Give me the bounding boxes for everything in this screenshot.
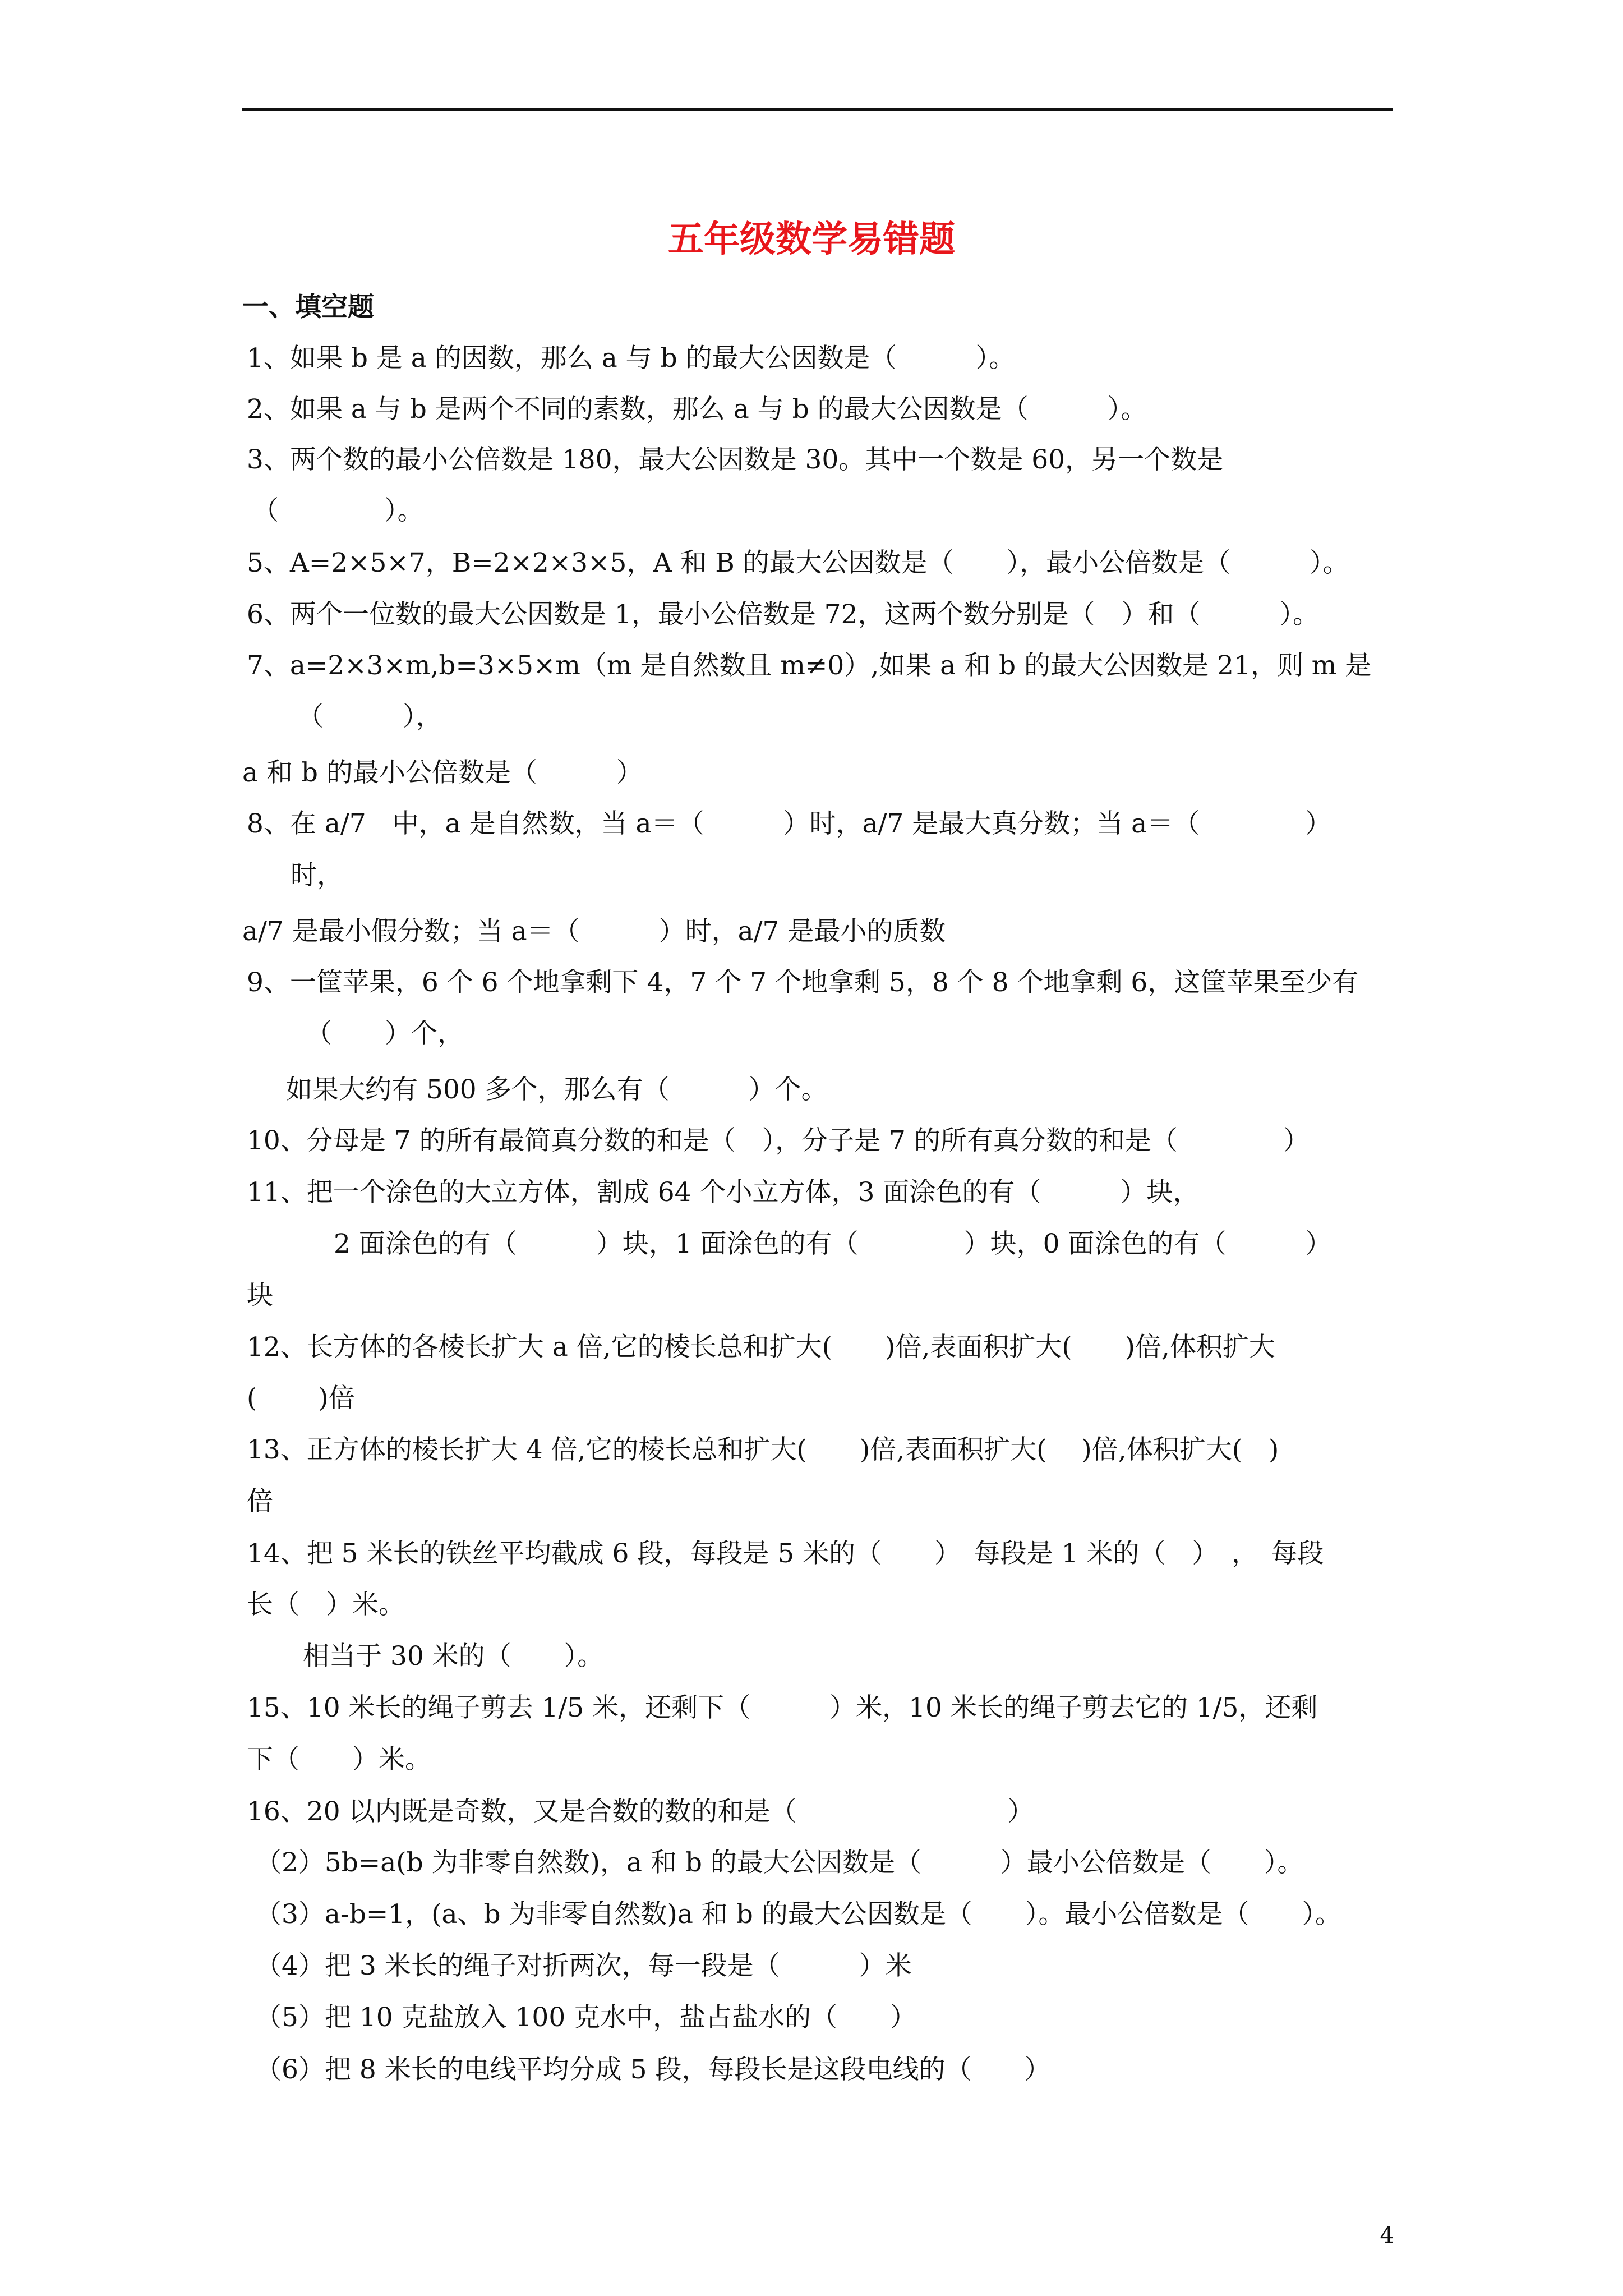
question-line: 5、A=2×5×7，B=2×2×3×5，A 和 B 的最大公因数是（ ），最小公倍数是（ ）。: [247, 547, 1349, 578]
question-line: 长（ ）米。: [247, 1589, 405, 1620]
question-line: 7、a=2×3×m,b=3×5×m（m 是自然数且 m≠0）,如果 a 和 b 的最大公因数是 21，则 m 是: [247, 650, 1372, 681]
question-line: （ ），: [297, 701, 442, 732]
question-line: a/7 是最小假分数；当 a＝（ ）时，a/7 是最小的质数: [242, 916, 946, 947]
question-line: 15、10 米长的绳子剪去 1/5 米，还剩下（ ）米，10 米长的绳子剪去它的 1/5，还剩: [247, 1692, 1318, 1723]
question-line: 10、分母是 7 的所有最简真分数的和是（ ），分子是 7 的所有真分数的和是（ ）: [247, 1125, 1310, 1156]
section-heading: 一、填空题: [242, 292, 374, 323]
question-line: （ ）个，: [306, 1018, 464, 1049]
question-line: 13、正方体的棱长扩大 4 倍,它的棱长总和扩大( )倍,表面积扩大( )倍,体积扩大( ): [247, 1434, 1279, 1465]
page-number: 4: [1380, 2223, 1394, 2248]
question-line: 2 面涂色的有（ ）块，1 面涂色的有（ ）块，0 面涂色的有（ ）: [334, 1228, 1332, 1259]
question-line: 相当于 30 米的（ ）。: [303, 1641, 604, 1672]
question-line: 时，: [291, 860, 343, 891]
question-line: 2、如果 a 与 b 是两个不同的素数，那么 a 与 b 的最大公因数是（ ）。: [247, 394, 1147, 425]
question-line: （6）把 8 米长的电线平均分成 5 段，每段长是这段电线的（ ）: [255, 2054, 1051, 2085]
question-line: 倍: [247, 1486, 273, 1517]
header-rule: [242, 108, 1393, 111]
question-line: 16、20 以内既是奇数，又是合数的数的和是（ ）: [247, 1796, 1034, 1827]
question-line: 3、两个数的最小公倍数是 180，最大公因数是 30。其中一个数是 60，另一个数是: [247, 444, 1224, 475]
question-line: 9、一筐苹果，6 个 6 个地拿剩下 4，7 个 7 个地拿剩 5，8 个 8 个地拿剩 6，这筐苹果至少有: [247, 967, 1359, 998]
question-line: 如果大约有 500 多个，那么有（ ）个。: [286, 1074, 828, 1105]
question-line: （2）5b=a(b 为非零自然数)，a 和 b 的最大公因数是（ ）最小公倍数是（ ）。: [255, 1847, 1304, 1878]
question-line: 14、把 5 米长的铁丝平均截成 6 段，每段是 5 米的（ ） 每段是 1 米的（ ） ， 每段: [247, 1538, 1324, 1569]
question-line: （5）把 10 克盐放入 100 克水中，盐占盐水的（ ）: [255, 2002, 917, 2033]
page-title: 五年级数学易错题: [668, 218, 955, 260]
question-line: （4）把 3 米长的绳子对折两次，每一段是（ ）米: [255, 1950, 912, 1981]
question-line: 8、在 a/7 中，a 是自然数，当 a＝（ ）时，a/7 是最大真分数；当 a＝（ ）: [247, 808, 1332, 839]
question-line: 块: [247, 1280, 273, 1311]
question-line: 12、长方体的各棱长扩大 a 倍,它的棱长总和扩大( )倍,表面积扩大( )倍,体积扩大: [247, 1332, 1275, 1363]
question-line: ( )倍: [247, 1383, 355, 1414]
question-line: （3）a-b=1，(a、b 为非零自然数)a 和 b 的最大公因数是（ ）。最小公倍数是（ ）。: [255, 1899, 1341, 1930]
question-line: 1、如果 b 是 a 的因数，那么 a 与 b 的最大公因数是（ ）。: [247, 343, 1016, 374]
question-line: 下（ ）米。: [247, 1744, 431, 1775]
question-line: （ ）。: [252, 495, 424, 526]
question-line: 11、把一个涂色的大立方体，割成 64 个小立方体，3 面涂色的有（ ）块，: [247, 1177, 1200, 1208]
question-line: 6、两个一位数的最大公因数是 1，最小公倍数是 72，这两个数分别是（ ）和（ ）。: [247, 599, 1319, 630]
question-line: a 和 b 的最小公倍数是（ ）: [242, 757, 643, 788]
